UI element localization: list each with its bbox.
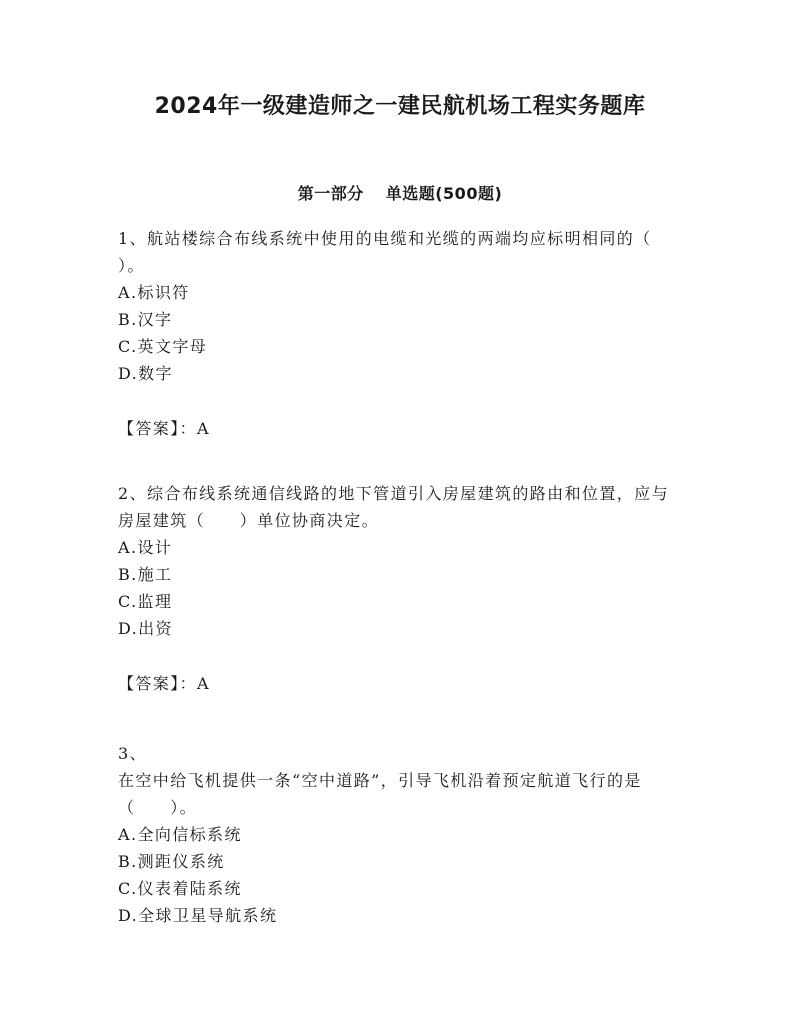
section-heading <box>0 182 800 206</box>
section-part: 第一部分 <box>297 184 364 203</box>
option-list <box>118 279 678 387</box>
option-a: A.设计 <box>118 538 173 557</box>
option-b: B.测距仪系统 <box>118 852 225 871</box>
option-b: B.施工 <box>118 565 173 584</box>
option-b: B.汉字 <box>118 310 173 329</box>
question-stem: 在空中给飞机提供一条“空中道路”，引导飞机沿着预定航道飞行的是（ ）。 <box>118 771 642 817</box>
option-d: D.全球卫星导航系统 <box>118 906 278 925</box>
question-2 <box>118 480 678 697</box>
option-d: D.数字 <box>118 364 173 383</box>
answer-line: 【答案】：A <box>118 419 210 438</box>
question-stem: 1、航站楼综合布线系统中使用的电缆和光缆的两端均应标明相同的（ ）。 <box>118 229 652 275</box>
question-number: 3、 <box>118 744 147 763</box>
question-stem: 2、综合布线系统通信线路的地下管道引入房屋建筑的路由和位置，应与房屋建筑（ ）单位协商决定。 <box>118 484 669 530</box>
option-a: A.标识符 <box>118 283 190 302</box>
question-3 <box>118 740 678 929</box>
option-c: C.英文字母 <box>118 337 208 356</box>
option-d: D.出资 <box>118 619 173 638</box>
document-title: 2024年一级建造师之一建民航机场工程实务题库 <box>154 94 646 119</box>
answer-line: 【答案】：A <box>118 674 210 693</box>
option-list <box>118 821 678 929</box>
option-c: C.仪表着陆系统 <box>118 879 242 898</box>
question-1 <box>118 225 678 442</box>
option-c: C.监理 <box>118 592 173 611</box>
section-name: 单选题(500题) <box>385 184 503 203</box>
option-a: A.全向信标系统 <box>118 825 242 844</box>
option-list <box>118 534 678 642</box>
